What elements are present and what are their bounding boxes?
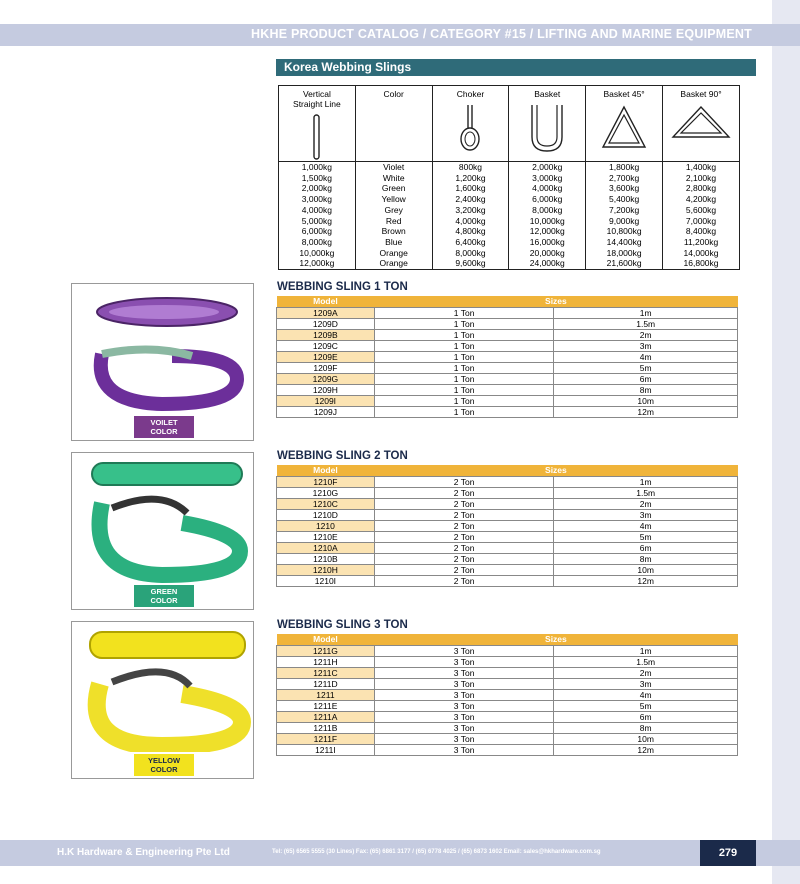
capacity-cell: 21,600kg [586,258,663,269]
sling2-col-model: Model [277,465,375,477]
capacity-cell: 2,700kg [586,173,663,184]
model-cell: 1210H [277,565,375,576]
table-row [277,396,738,407]
size-cell: 4m [554,690,738,701]
model-cell: 1210 [277,521,375,532]
size-cell: 2m [554,330,738,341]
capacity-cell: Blue [355,237,432,248]
size-cell: 2m [554,668,738,679]
model-cell: 1210D [277,510,375,521]
table-row [277,668,738,679]
capacity-cell: 3 Ton [374,646,554,657]
capacity-header-cell [586,86,663,162]
capacity-cell: 1 Ton [374,341,554,352]
size-cell: 1m [554,477,738,488]
size-cell: 8m [554,554,738,565]
size-cell: 3m [554,341,738,352]
violet-color-label: VOILET COLOR [134,416,194,438]
capacity-cell: 8,000kg [432,248,509,259]
capacity-cell: Brown [355,226,432,237]
size-cell: 1m [554,646,738,657]
capacity-cell: 10,000kg [279,248,356,259]
violet-sling-image [72,284,253,414]
table-row [277,510,738,521]
capacity-cell: 3 Ton [374,745,554,756]
capacity-cell: 2 Ton [374,532,554,543]
model-cell: 1211D [277,679,375,690]
capacity-cell: 2 Ton [374,488,554,499]
table-row [277,521,738,532]
model-cell: 1210F [277,477,375,488]
size-cell: 8m [554,723,738,734]
capacity-cell: 4,800kg [432,226,509,237]
capacity-cell: 4,200kg [663,194,740,205]
right-margin-strip [772,0,800,884]
model-cell: 1209A [277,308,375,319]
size-cell: 4m [554,521,738,532]
model-cell: 1211G [277,646,375,657]
capacity-cell: 16,000kg [509,237,586,248]
capacity-cell: 24,000kg [509,258,586,269]
header-label-vertical: Vertical Straight Line [293,89,341,109]
capacity-cell: 4,000kg [279,205,356,216]
capacity-cell: 2 Ton [374,565,554,576]
capacity-cell: 7,000kg [663,216,740,227]
sling3-col-sizes: Sizes [374,634,737,646]
footer-company-name: H.K Hardware & Engineering Pte Ltd [57,847,230,858]
size-cell: 5m [554,363,738,374]
capacity-header-cell [432,86,509,162]
capacity-row [279,194,740,205]
capacity-cell: 5,000kg [279,216,356,227]
capacity-cell: 1 Ton [374,385,554,396]
model-cell: 1209I [277,396,375,407]
table-row [277,554,738,565]
capacity-table [278,85,740,270]
capacity-cell: 2 Ton [374,499,554,510]
capacity-row [279,216,740,227]
size-cell: 1.5m [554,657,738,668]
capacity-row [279,237,740,248]
capacity-header-cell [509,86,586,162]
model-cell: 1211C [277,668,375,679]
capacity-cell: 2,000kg [509,162,586,173]
capacity-row [279,205,740,216]
capacity-cell: 1 Ton [374,330,554,341]
model-cell: 1209F [277,363,375,374]
size-cell: 1.5m [554,488,738,499]
green-color-label: GREEN COLOR [134,585,194,607]
capacity-cell: 1 Ton [374,352,554,363]
sling3-header-row [277,634,738,646]
model-cell: 1209H [277,385,375,396]
size-cell: 5m [554,532,738,543]
capacity-cell: 8,000kg [279,237,356,248]
capacity-row [279,183,740,194]
size-cell: 3m [554,679,738,690]
capacity-cell: 20,000kg [509,248,586,259]
capacity-cell: 1 Ton [374,319,554,330]
capacity-row [279,173,740,184]
capacity-cell: 9,000kg [586,216,663,227]
capacity-cell: 9,600kg [432,258,509,269]
table-row [277,532,738,543]
basket-sling-icon [527,103,567,153]
capacity-cell: 3 Ton [374,712,554,723]
model-cell: 1209B [277,330,375,341]
table-row [277,723,738,734]
capacity-header-cell [355,86,432,162]
sling2-title: WEBBING SLING 2 TON [277,450,408,462]
table-row [277,734,738,745]
catalog-header-title: HKHE PRODUCT CATALOG / CATEGORY #15 / LIFTING AND MARINE EQUIPMENT [251,27,752,41]
table-row [277,712,738,723]
green-sling-photo [71,452,254,610]
capacity-cell: 3 Ton [374,668,554,679]
capacity-cell: 14,000kg [663,248,740,259]
capacity-cell: 1,600kg [432,183,509,194]
model-cell: 1210A [277,543,375,554]
table-row [277,543,738,554]
vertical-sling-icon [310,113,324,161]
capacity-cell: 5,400kg [586,194,663,205]
header-label-basket-45: Basket 45° [603,89,645,99]
capacity-cell: 8,400kg [663,226,740,237]
capacity-cell: 8,000kg [509,205,586,216]
sling1-title: WEBBING SLING 1 TON [277,281,408,293]
model-cell: 1211H [277,657,375,668]
capacity-cell: 2 Ton [374,576,554,587]
capacity-cell: 3 Ton [374,657,554,668]
table-row [277,363,738,374]
yellow-color-label: YELLOW COLOR [134,754,194,776]
table-row [277,352,738,363]
model-cell: 1210I [277,576,375,587]
table-row [277,477,738,488]
capacity-cell: Green [355,183,432,194]
capacity-cell: 10,000kg [509,216,586,227]
header-label-choker: Choker [456,89,485,99]
capacity-row [279,226,740,237]
capacity-cell: 3 Ton [374,734,554,745]
capacity-cell: Yellow [355,194,432,205]
basket-45-sling-icon [599,103,649,153]
size-cell: 4m [554,352,738,363]
table-row [277,499,738,510]
capacity-cell: 2,400kg [432,194,509,205]
capacity-cell: 7,200kg [586,205,663,216]
table-row [277,745,738,756]
table-row [277,576,738,587]
capacity-header-cell [663,86,740,162]
sling1-header-row [277,296,738,308]
footer-contact-info: Tel: (65) 6565 5555 (30 Lines) Fax: (65) 6861 3177 / (65) 6778 4025 / (65) 6873 1602 Email: sales@hkhardware.com.sg [272,849,601,855]
model-cell: 1210E [277,532,375,543]
table-row [277,679,738,690]
capacity-cell: 2 Ton [374,477,554,488]
capacity-cell: 3,000kg [509,173,586,184]
model-cell: 1210C [277,499,375,510]
capacity-cell: Violet [355,162,432,173]
model-cell: 1211B [277,723,375,734]
capacity-cell: 2,800kg [663,183,740,194]
basket-90-sling-icon [671,103,731,143]
capacity-header-row [279,86,740,162]
size-cell: 1.5m [554,319,738,330]
model-cell: 1211I [277,745,375,756]
violet-sling-photo [71,283,254,441]
capacity-cell: 12,000kg [509,226,586,237]
size-cell: 1m [554,308,738,319]
capacity-cell: 16,800kg [663,258,740,269]
size-cell: 6m [554,374,738,385]
capacity-cell: White [355,173,432,184]
capacity-cell: 1,200kg [432,173,509,184]
yellow-sling-image [72,622,253,752]
capacity-cell: 10,800kg [586,226,663,237]
model-cell: 1209E [277,352,375,363]
sling3-col-model: Model [277,634,375,646]
model-cell: 1211A [277,712,375,723]
table-row [277,488,738,499]
size-cell: 6m [554,712,738,723]
size-cell: 10m [554,396,738,407]
header-label-color: Color [383,89,404,99]
sling2-col-sizes: Sizes [374,465,737,477]
size-cell: 12m [554,407,738,418]
size-cell: 10m [554,734,738,745]
table-row [277,657,738,668]
capacity-row [279,162,740,173]
capacity-row [279,248,740,259]
capacity-cell: 3,200kg [432,205,509,216]
green-sling-image [72,453,253,583]
model-cell: 1211 [277,690,375,701]
capacity-cell: 11,200kg [663,237,740,248]
capacity-cell: 2,000kg [279,183,356,194]
capacity-cell: 1 Ton [374,363,554,374]
capacity-cell: 5,600kg [663,205,740,216]
capacity-cell: 3 Ton [374,679,554,690]
capacity-cell: 1 Ton [374,396,554,407]
capacity-row [279,258,740,269]
table-row [277,341,738,352]
choker-sling-icon [455,103,485,153]
capacity-cell: 1 Ton [374,374,554,385]
table-row [277,407,738,418]
capacity-cell: 3 Ton [374,701,554,712]
sling1-col-model: Model [277,296,375,308]
size-cell: 8m [554,385,738,396]
model-cell: 1211F [277,734,375,745]
capacity-cell: 800kg [432,162,509,173]
capacity-cell: Orange [355,248,432,259]
header-label-basket-90: Basket 90° [680,89,722,99]
model-cell: 1209J [277,407,375,418]
capacity-cell: 2 Ton [374,543,554,554]
sling3-table [276,634,738,756]
size-cell: 10m [554,565,738,576]
sling2-table [276,465,738,587]
capacity-cell: 2,100kg [663,173,740,184]
capacity-cell: 12,000kg [279,258,356,269]
size-cell: 2m [554,499,738,510]
capacity-cell: 1 Ton [374,407,554,418]
table-row [277,330,738,341]
capacity-cell: 6,000kg [279,226,356,237]
capacity-cell: 4,000kg [432,216,509,227]
size-cell: 6m [554,543,738,554]
header-bar-end [772,24,800,46]
capacity-cell: 1,800kg [586,162,663,173]
capacity-cell: 14,400kg [586,237,663,248]
table-row [277,565,738,576]
table-row [277,308,738,319]
table-row [277,319,738,330]
capacity-cell: 3 Ton [374,723,554,734]
sling1-table [276,296,738,418]
size-cell: 12m [554,745,738,756]
section-title: Korea Webbing Slings [276,59,756,76]
model-cell: 1210B [277,554,375,565]
capacity-cell: 1 Ton [374,308,554,319]
capacity-cell: 2 Ton [374,510,554,521]
capacity-cell: 1,000kg [279,162,356,173]
size-cell: 3m [554,510,738,521]
capacity-header-cell [279,86,356,162]
size-cell: 12m [554,576,738,587]
table-row [277,374,738,385]
model-cell: 1210G [277,488,375,499]
model-cell: 1209G [277,374,375,385]
sling3-title: WEBBING SLING 3 TON [277,619,408,631]
yellow-sling-photo [71,621,254,779]
sling1-col-sizes: Sizes [374,296,737,308]
capacity-cell: 3 Ton [374,690,554,701]
capacity-cell: 1,500kg [279,173,356,184]
table-row [277,646,738,657]
capacity-cell: Orange [355,258,432,269]
size-cell: 5m [554,701,738,712]
capacity-cell: 6,000kg [509,194,586,205]
capacity-cell: Grey [355,205,432,216]
capacity-cell: 18,000kg [586,248,663,259]
capacity-cell: 2 Ton [374,521,554,532]
table-row [277,690,738,701]
capacity-cell: 1,400kg [663,162,740,173]
model-cell: 1209C [277,341,375,352]
capacity-cell: 2 Ton [374,554,554,565]
capacity-cell: 3,600kg [586,183,663,194]
table-row [277,701,738,712]
sling2-header-row [277,465,738,477]
header-label-basket: Basket [534,89,561,99]
capacity-cell: Red [355,216,432,227]
model-cell: 1209D [277,319,375,330]
capacity-cell: 4,000kg [509,183,586,194]
model-cell: 1211E [277,701,375,712]
capacity-cell: 6,400kg [432,237,509,248]
page-number: 279 [700,840,756,866]
capacity-cell: 3,000kg [279,194,356,205]
table-row [277,385,738,396]
